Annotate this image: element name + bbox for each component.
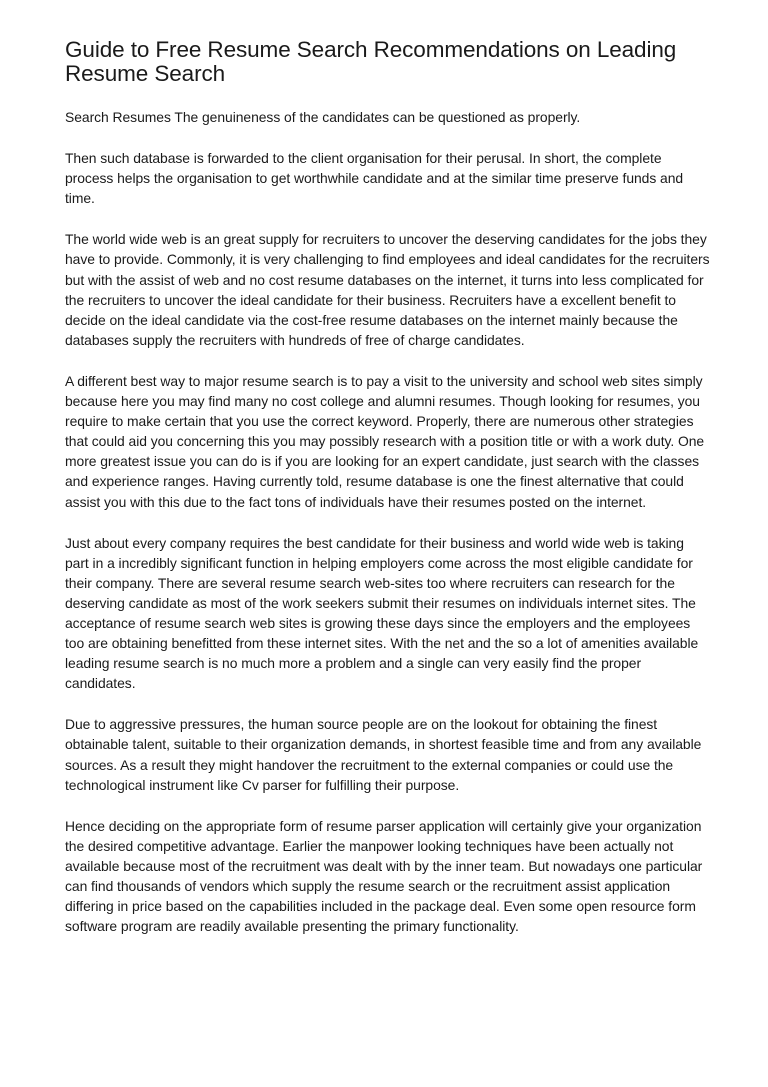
document-page xyxy=(65,38,710,957)
paragraph-3: The world wide web is an great supply for recruiters to uncover the deserving candidates for the jobs they have to provide. Commonly, it is very challenging to find employees and ideal candidates for the recruiters but with the assist of web and no cost resume databases on the internet, it turns into less complicated for the recruiters to uncover the ideal candidate for their business. Recruiters have a excellent benefit to decide on the ideal candidate via the cost-free resume databases on the internet mainly because the databases supply the recruiters with hundreds of free of charge candidates. xyxy=(65,231,710,348)
paragraph-5: Just about every company requires the best candidate for their business and world wide web is taking part in a incredibly significant function in helping employers come across the most eligible candidate for their company. There are several resume search web-sites too where recruiters can research for the deserving candidate as most of the work seekers submit their resumes on individuals internet sites. The acceptance of resume search web sites is growing these days since the employers and the employees too are obtaining benefitted from these internet sites. With the net and the so a lot of amenities available leading resume search is no much more a problem and a single can very easily find the proper candidates. xyxy=(65,534,699,692)
paragraph-7: Hence deciding on the appropriate form of resume parser application will certainly give your organization the desired competitive advantage. Earlier the manpower looking techniques have been actually not available because most of the recruitment was dealt with by the inner team. But nowadays one particular can find thousands of vendors which supply the resume search or the recruitment assist application differing in price based on the capabilities included in the package deal. Even some open resource form software program are readily available presenting the primary functionality. xyxy=(65,817,703,935)
document-title: Guide to Free Resume Search Recommendations on Leading Resume Search xyxy=(65,37,677,86)
paragraph-2: Then such database is forwarded to the client organisation for their perusal. In short, the complete process helps the organisation to get worthwhile candidate and at the similar time preserve funds and time. xyxy=(65,150,684,207)
paragraph-1: Search Resumes The genuineness of the candidates can be questioned as properly. xyxy=(65,109,581,125)
paragraph-6: Due to aggressive pressures, the human source people are on the lookout for obtaining the finest obtainable talent, suitable to their organization demands, in shortest feasible time and from any available sources. As a result they might handover the recruitment to the external companies or could use the technological instrument like Cv parser for fulfilling their purpose. xyxy=(65,716,702,793)
paragraph-4: A different best way to major resume search is to pay a visit to the university and school web sites simply because here you may find many no cost college and alumni resumes. Though looking for resumes, you require to make certain that you use the correct keyword. Properly, there are numerous other strategies that could aid you concerning this you may possibly research with a position title or with a work duty. One more greatest issue you can do is if you are looking for an expert candidate, just search with the classes and experience ranges. Having currently told, resume database is one the finest alternative that could assist you with this due to the fact tons of individuals have their resumes posted on the internet. xyxy=(65,372,705,510)
